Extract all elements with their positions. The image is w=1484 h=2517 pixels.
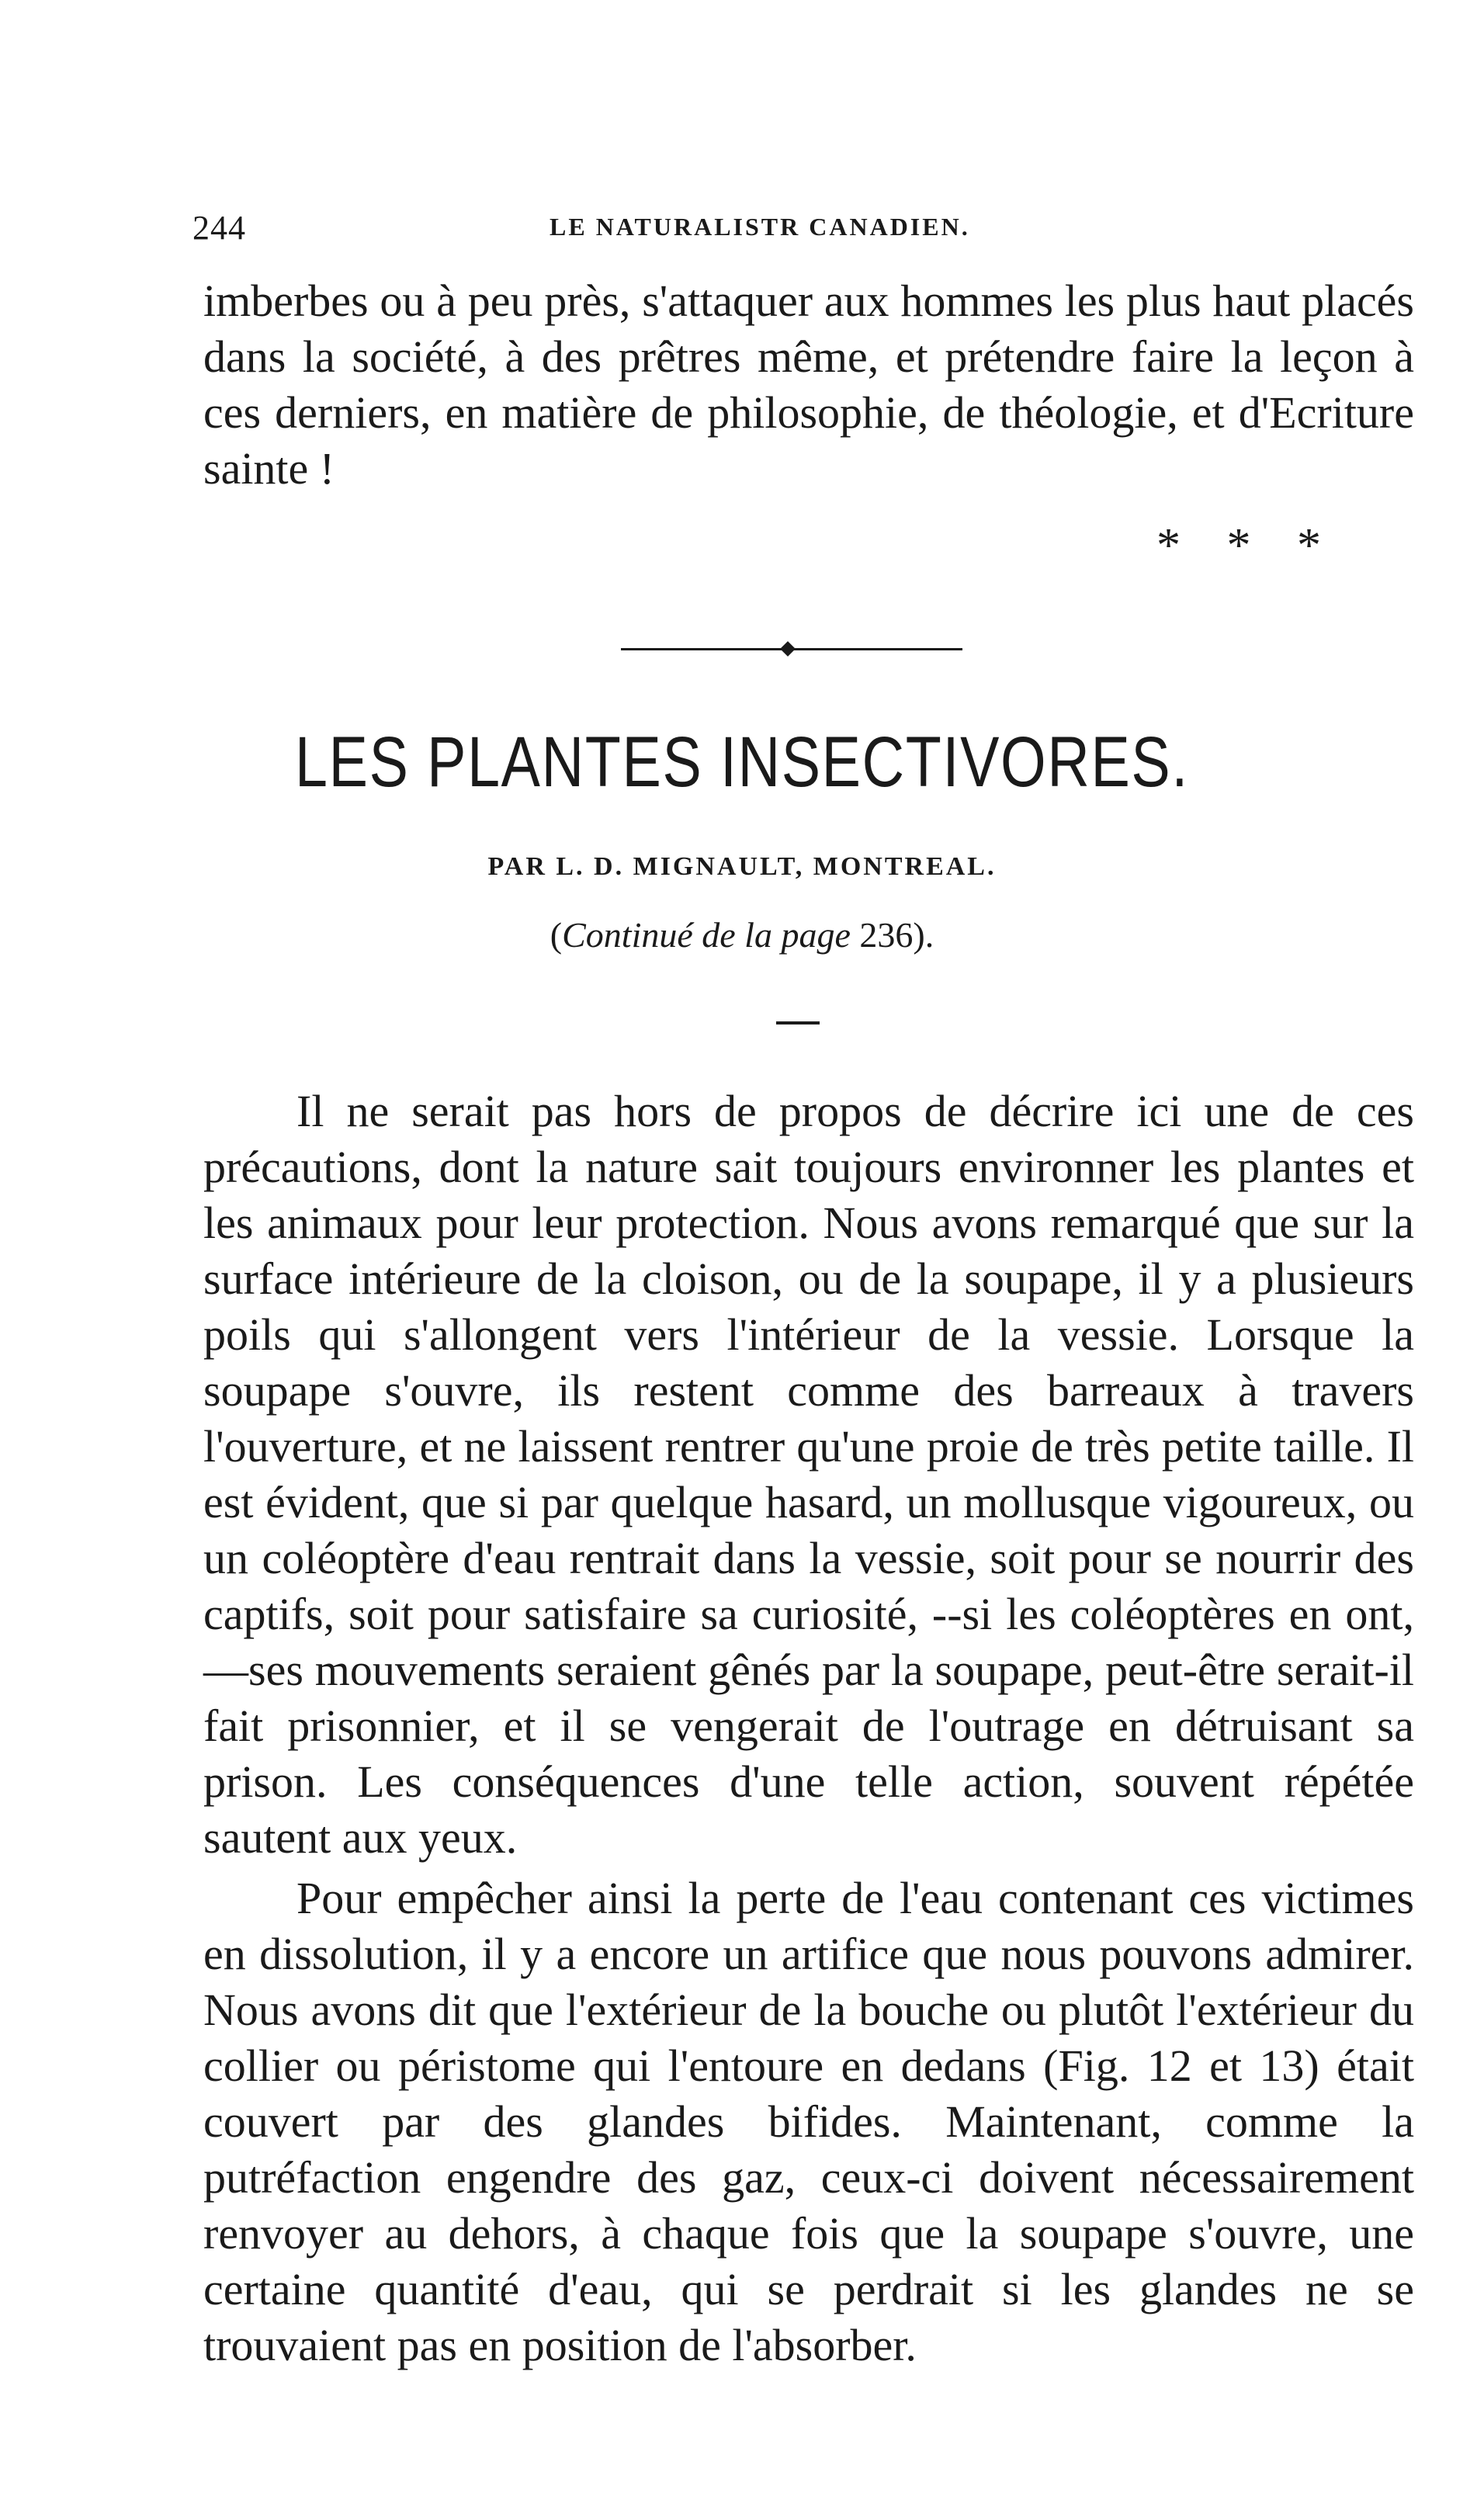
article-body [203, 1083, 1414, 2373]
running-head [192, 208, 1295, 255]
continuation-close: ). [913, 915, 934, 955]
page-number: 244 [192, 209, 246, 247]
diamond-ornament-icon [780, 641, 796, 657]
body-paragraph: Il ne serait pas hors de propos de décrire ici une de ces précautions, dont la nature sait toujours environner les plantes et les animaux pour leur protection. Nous avons remarqué que sur la surface intérieure de la cloison, ou de la soupape, il y a plusieurs poils qui s'allongent vers l'intérieur de la vessie. Lorsque la soupape s'ouvre, ils restent comme des barreaux à travers l'ouverture, et ne laissent rentrer qu'une proie de très petite taille. Il est évident, que si par quelque hasard, un mollusque vigoureux, ou un coléoptère d'eau rentrait dans la vessie, soit pour se nourrir des captifs, soit pour satisfaire sa curiosité, --si les coléoptères en ont,—ses mouvements seraient gênés par la soupape, peut-être serait-il fait prisonnier, et il se vengerait de l'outrage en détruisant sa prison. Les conséquences d'une telle action, souvent répétée sautent aux yeux. [203, 1086, 1414, 1863]
ornamental-rule [621, 641, 962, 657]
article-byline: PAR L. D. MIGNAULT, MONTREAL. [487, 852, 997, 881]
article-title: LES PLANTES INSECTIVORES. [295, 723, 1189, 802]
continuation-note [0, 914, 1484, 955]
intro-paragraph-block [203, 273, 1414, 497]
body-paragraph: Pour empêcher ainsi la perte de l'eau contenant ces victimes en dissolution, il y a encore un artifice que nous pouvons admirer. Nous avons dit que l'extérieur de la bouche ou plutôt l'extérieur du collier ou péristome qui l'entoure en dedans (Fig. 12 et 13) était couvert par des glandes bifides. Maintenant, comme la putréfaction engendre des gaz, ceux-ci doivent nécessairement renvoyer au dehors, à chaque fois que la soupape s'ouvre, une certaine quantité d'eau, qui se perdrait si les glandes ne se trouvaient pas en position de l'absorber. [203, 1873, 1414, 2370]
continuation-italic: Continué de la page [562, 915, 851, 955]
asterisk-separator: * * * [1156, 519, 1338, 572]
continuation-open: ( [550, 915, 563, 955]
continuation-page: 236 [859, 915, 914, 955]
journal-title: LE NATURALISTR CANADIEN. [550, 213, 970, 241]
short-rule [776, 1021, 820, 1024]
intro-paragraph: imberbes ou à peu près, s'attaquer aux hommes les plus haut placés dans la société, à des prêtres même, et prétendre faire la leçon à ces derniers, en matière de philosophie, de théologie, et d'Ecriture sainte ! [203, 276, 1414, 494]
